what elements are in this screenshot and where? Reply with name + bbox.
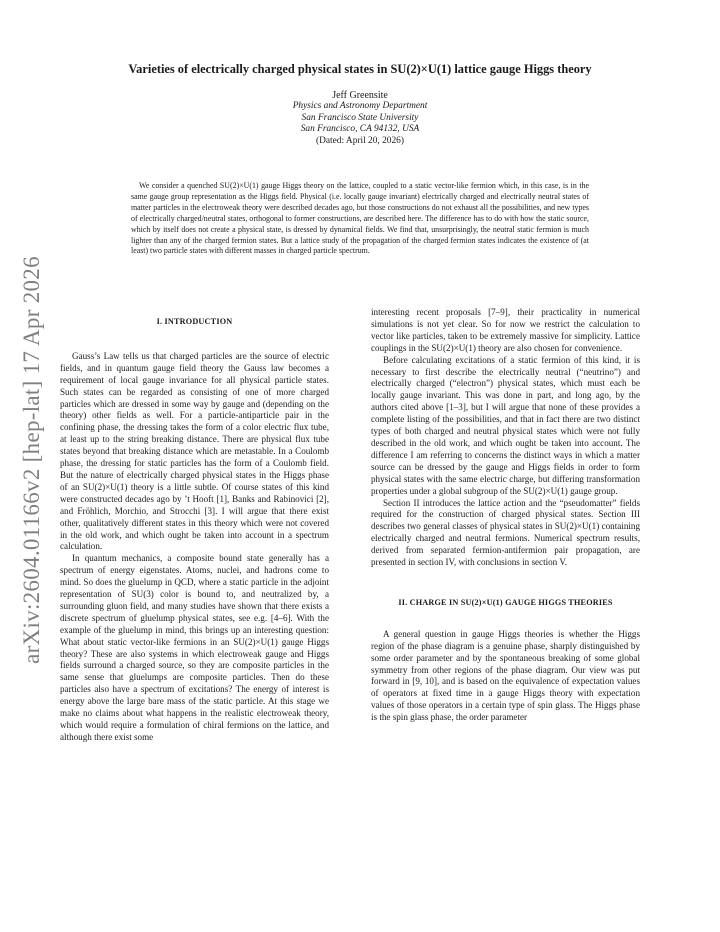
section-1-paragraph-2: In quantum mechanics, a composite bound state generally has a spectrum of energy eigenstates. Atoms, nuclei, and hadrons come to mind. So does the gluelump in QCD, where a static particle in the adjoint representation of SU(3) color is bound to, and neutralized by, a surrounding gluon field, and many studies have shown that there exists a discrete spectrum of gluelump physical states, see e.g. [4–6]. With the example of the gluelump in mind, this brings up an interesting question: What about static vector-like fermions in an SU(2)×U(1) gauge Higgs theory? These are also systems in which electroweak gauge and Higgs fields surround a charged source, so they are composite particles in the same sense that gluelumps are composite particles. Then do these particles also have a spectrum of excitations? The energy of interest is energy above the large bare mass of the static particle. At this stage we make no claims about what happens in the realistic electroweak theory, which would require a formulation of chiral fermions on the lattice, and although there exist some xyxy=(60,553,329,742)
paper-title: Varieties of electrically charged physical states in SU(2)×U(1) lattice gauge Higgs theory xyxy=(128,62,592,76)
section-1-paragraph-5: Section II introduces the lattice action and the “pseudomatter” fields required for the construction of charged physical states. Section III describes two general classes of physical states in SU(2)×U(1) containing electrically charged and neutral fermions. Numerical spectrum results, derived from separated fermion-antifermion pair propagation, are presented in section IV, with conclusions in section V. xyxy=(371,497,640,568)
author-block xyxy=(60,90,660,147)
author-university: San Francisco State University xyxy=(301,112,419,123)
section-1-paragraph-1: Gauss’s Law tells us that charged particles are the source of electric fields, and in quantum gauge field theory the Gauss law becomes a requirement of local gauge invariance for all physical particle states. Such states can be regarded as consisting of one of more charged particles which are dressed in some way by gauge and (depending on the theory) other fields as well. For a particle-antiparticle pair in the confining phase, the dressing takes the form of a color electric flux tube, at least up to the string breaking distance. There are physical flux tube states beyond that breaking distance which are metastable. In a Coulomb phase, the dressing for static particles has the form of a Coulomb field. But the nature of electrically charged physical states in the Higgs phase of an SU(2)×U(1) theory is a little subtle. Of course states of this kind were constructed decades ago by ’t Hooft [1], Banks and Rabinovici [2], and Fröhlich, Morchio, and Strocchi [3]. I will argue that there exist other, qualitatively different states in this theory which were not covered in the old work, and which ought be taken into account in a spectrum calculation. xyxy=(60,350,329,552)
left-column xyxy=(60,316,329,744)
arxiv-stamp xyxy=(14,250,50,670)
right-column xyxy=(371,307,640,724)
author-dept: Physics and Astronomy Department xyxy=(292,101,428,112)
section-2-paragraph-1: A general question in gauge Higgs theories is whether the Higgs region of the phase diagram is a genuine phase, sharply distinguished by some order parameter and by the spontaneous breaking of some global symmetry from other regions of the phase diagram. Our view was put forward in [9, 10], and is based on the equivalence of expectation values of operators at fixed time in a gauge Higgs theory with expectation values of those operators in a certain type of spin glass. The Higgs phase is the spin glass phase, the order parameter xyxy=(371,628,640,723)
section-1-paragraph-3: interesting recent proposals [7–9], their practicality in numerical simulations is not yet clear. So for now we restrict the calculation to vector like particles, taken to be extremely massive for simplicity. Lattice couplings in the SU(2)×U(1) theory are also chosen for convenience. xyxy=(371,307,640,353)
arxiv-id: arXiv:2604.01166v2 [hep-lat] 17 Apr 2026 xyxy=(19,256,44,664)
date-line: (Dated: April 20, 2026) xyxy=(315,135,404,146)
section-2-heading: II. CHARGE IN SU(2)×U(1) GAUGE HIGGS THEORIES xyxy=(398,597,613,607)
abstract: We consider a quenched SU(2)×U(1) gauge Higgs theory on the lattice, coupled to a static vector-like fermion which, in this case, is in the same gauge group representation as the Higgs field. Physical (i.e. locally gauge invariant) electrically charged and electrically neutral states of matter particles in the electroweak theory were described decades ago, but those constructions do not exhaust all the possibilities, and new types of electrically charged/neutral states, orthogonal to former constructions, are described here. The difference has to do with how the static source, which by itself does not create a physical state, is dressed by dynamical fields. We find that, unsurprisingly, the neutral static fermion is much lighter than any of the charged fermion states. But a lattice study of the propagation of the charged fermion states indicates the existence of (at least) two particle states with different masses in charged particle spectrum. xyxy=(131,181,589,256)
section-1-paragraph-4: Before calculating excitations of a static fermion of this kind, it is necessary to first describe the electrically neutral (“neutrino”) and electrically charged (“electron”) physical states, which must each be locally gauge invariant. This was done in part, and long ago, by the authors cited above [1–3], but I will argue that none of these provides a complete listing of the possibilities, and that in fact there are two distinct types of both charged and neutral physical states which were not fully described in the old work, and which ought be taken into account. The difference I am referring to concerns the distinct ways in which a matter source can be dressed by the gauge and Higgs fields in order to form physical states with the same electric charge, but differing transformation properties under a global subgroup of the SU(2)×U(1) gauge group. xyxy=(371,354,640,496)
author-city: San Francisco, CA 94132, USA xyxy=(300,124,420,135)
author-name: Jeff Greensite xyxy=(332,90,388,101)
section-1-heading: I. INTRODUCTION xyxy=(156,317,233,326)
